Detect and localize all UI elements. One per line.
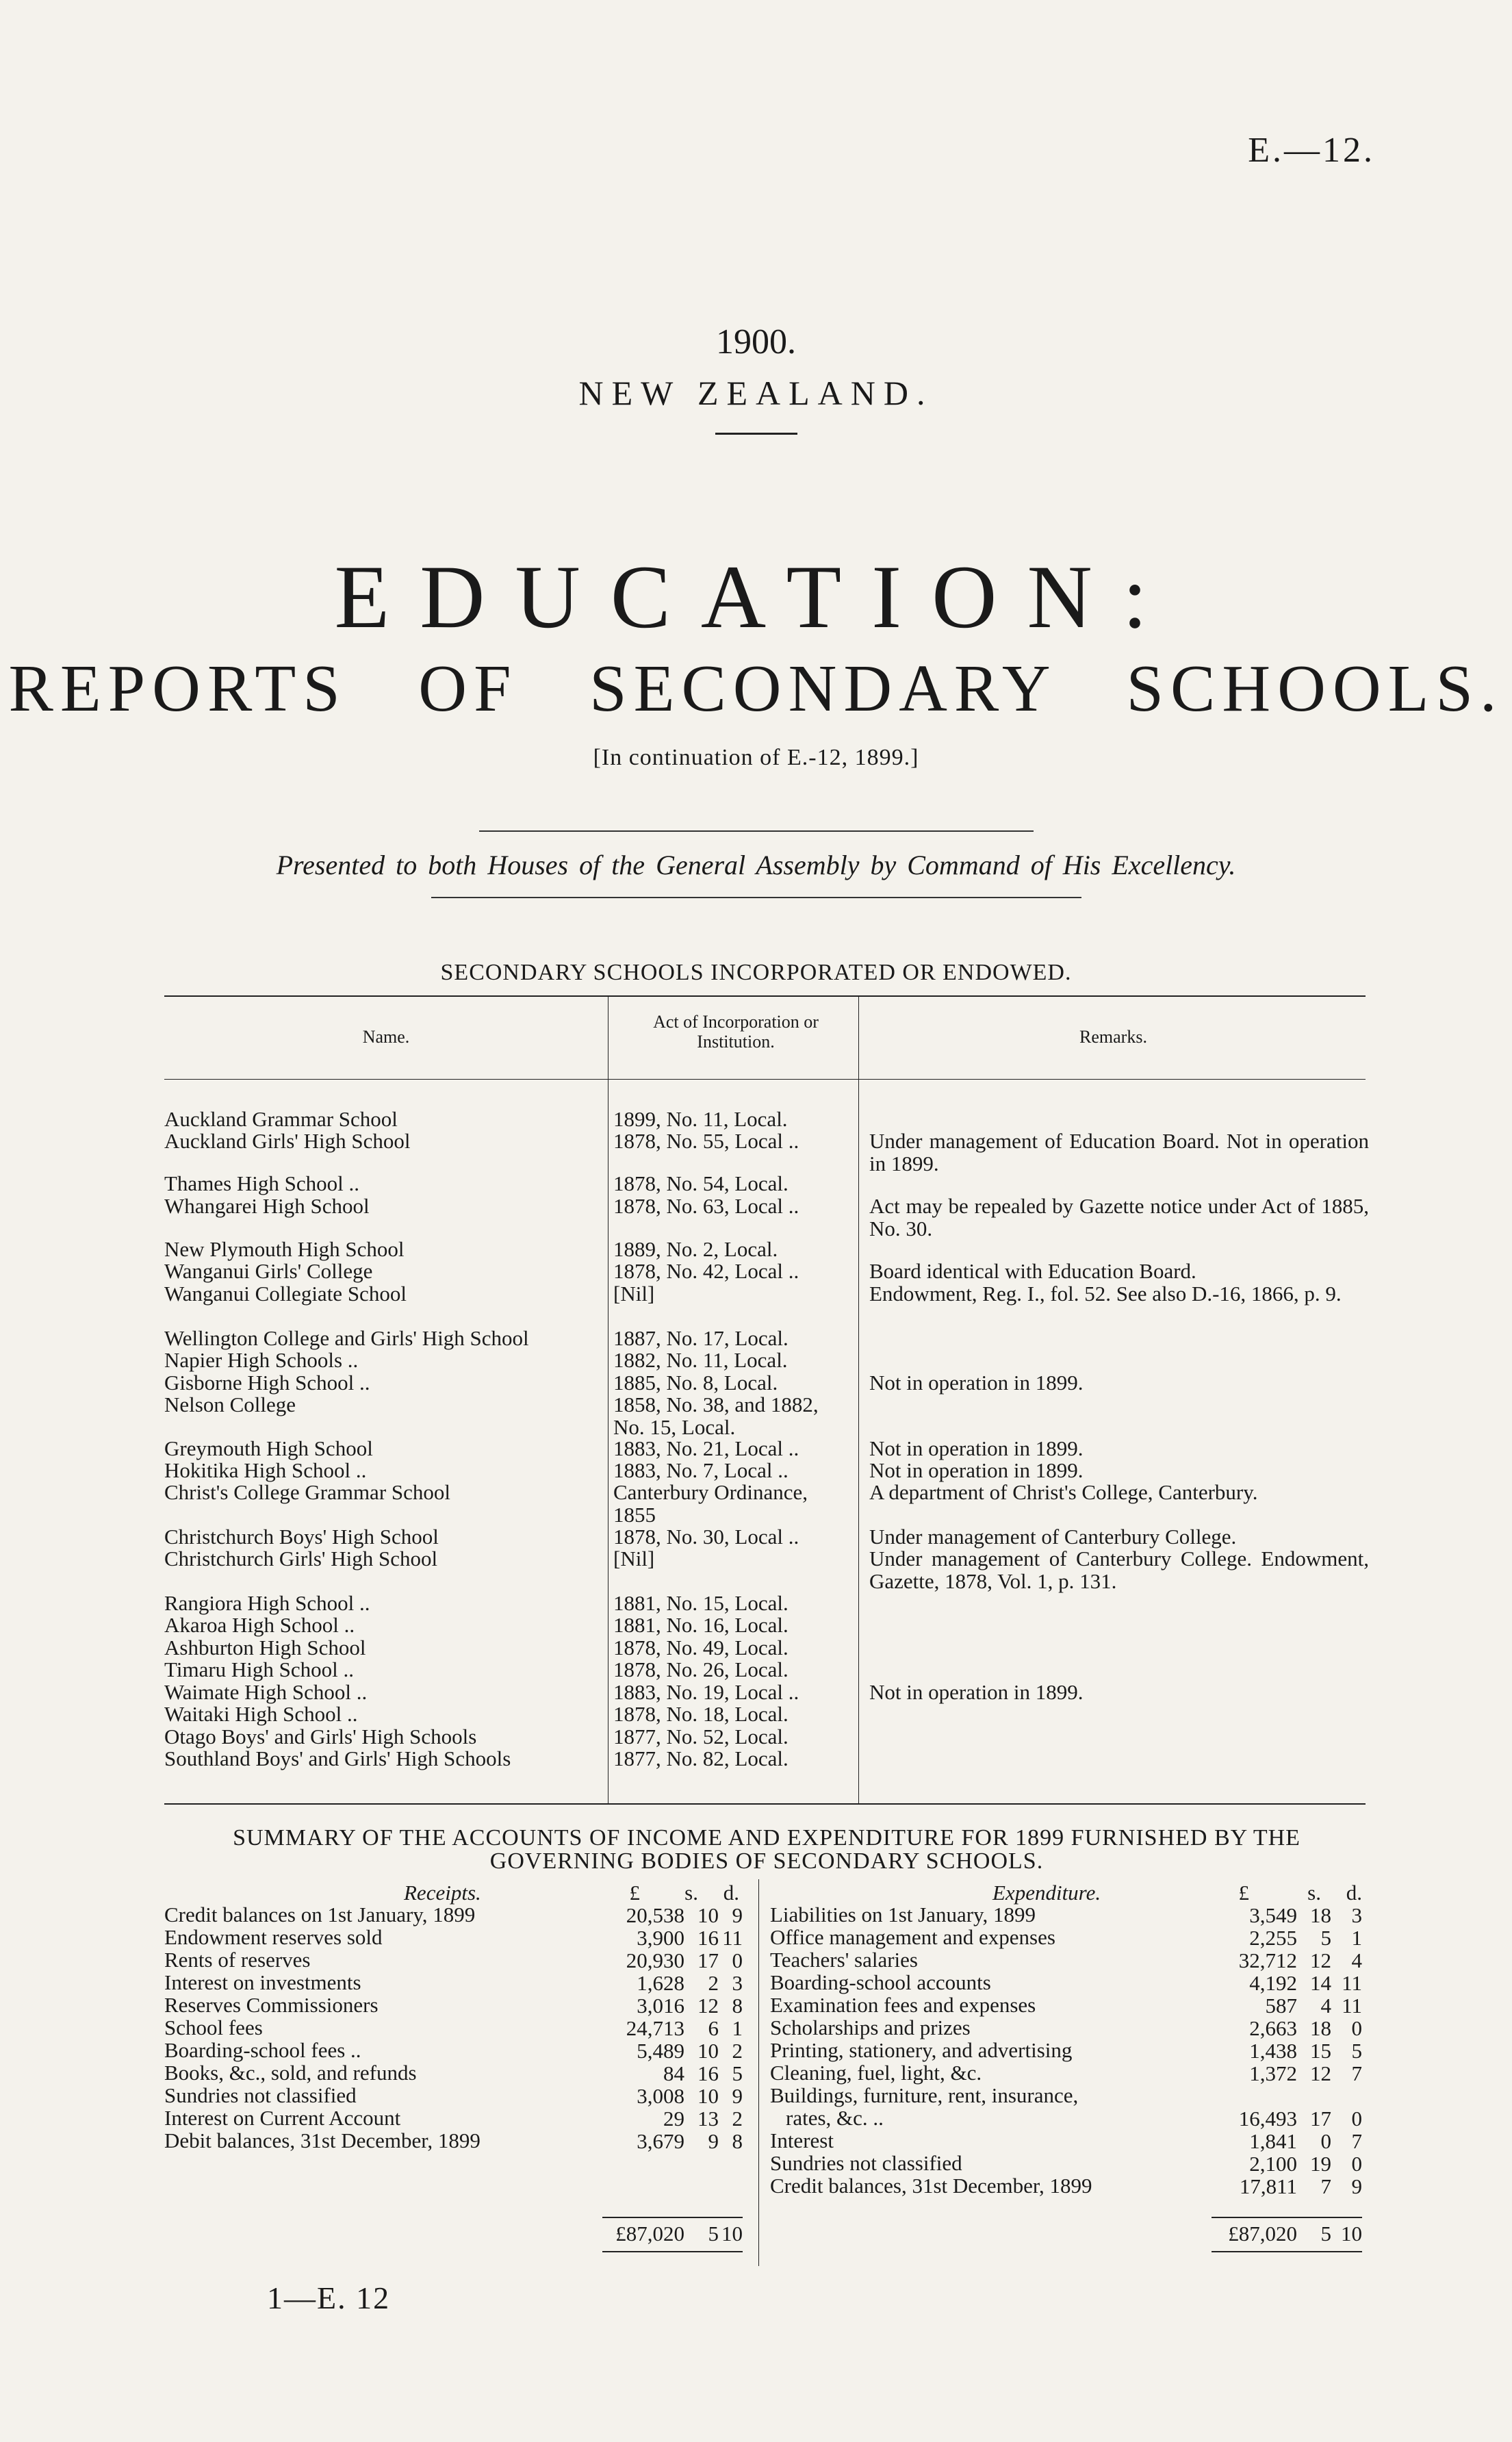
- receipt-d: 2: [732, 2107, 743, 2131]
- school-remarks: Under management of Canterbury College. Endowment, Gazette, 1878, Vol. 1, p. 131.: [869, 1547, 1369, 1593]
- pounds-header: £: [1238, 1881, 1249, 1905]
- expenditure-item: Buildings, furniture, rent, insurance,: [770, 2083, 1079, 2107]
- school-name: Auckland Grammar School: [164, 1107, 398, 1131]
- receipt-d: 9: [732, 1903, 743, 1927]
- school-name: Waitaki High School ..: [164, 1702, 358, 1726]
- school-name: Wanganui Collegiate School: [164, 1282, 407, 1306]
- page-subtitle: REPORTS OF SECONDARY SCHOOLS.: [8, 652, 1504, 726]
- expenditure-d: 1: [1351, 1926, 1362, 1950]
- receipt-s: 6: [708, 2016, 719, 2040]
- school-remarks: Not in operation in 1899.: [869, 1680, 1084, 1704]
- receipt-item: Rents of reserves: [164, 1948, 311, 1972]
- expenditure-l: 4,192: [1249, 1971, 1297, 1995]
- school-act: 1878, No. 26, Local.: [613, 1657, 789, 1681]
- expenditure-item: Office management and expenses: [770, 1925, 1055, 1949]
- expenditure-s: 0: [1320, 2129, 1331, 2153]
- expenditure-item: Teachers' salaries: [770, 1948, 918, 1972]
- school-act: 1883, No. 19, Local ..: [613, 1680, 799, 1704]
- school-name: Greymouth High School: [164, 1436, 373, 1460]
- receipt-item: Reserves Commissioners: [164, 1993, 379, 2017]
- school-act: 1877, No. 52, Local.: [613, 1725, 789, 1748]
- total-rule: [602, 2217, 743, 2218]
- school-act: 1882, No. 11, Local.: [613, 1348, 788, 1372]
- receipt-l: 3,679: [637, 2129, 684, 2153]
- receipt-item: Interest on Current Account: [164, 2106, 401, 2130]
- school-name: Christ's College Grammar School: [164, 1480, 451, 1504]
- footer-code: 1—E. 12: [267, 2280, 391, 2315]
- school-name: Napier High Schools ..: [164, 1348, 359, 1372]
- expenditure-l: 16,493: [1238, 2107, 1297, 2131]
- school-name: Christchurch Girls' High School: [164, 1547, 438, 1570]
- receipt-s: 16: [697, 1926, 719, 1950]
- expenditure-l: 1,372: [1249, 2061, 1297, 2085]
- expenditure-s: 4: [1320, 1994, 1331, 2018]
- receipt-s: 9: [708, 2129, 719, 2153]
- receipt-d: 2: [732, 2039, 743, 2063]
- receipt-l: 3,008: [637, 2084, 684, 2108]
- expenditure-d: 0: [1351, 2152, 1362, 2176]
- receipt-d: 1: [732, 2016, 743, 2040]
- column-divider: [858, 995, 859, 1803]
- school-act: 1877, No. 82, Local.: [613, 1746, 789, 1770]
- school-act: 1878, No. 30, Local ..: [613, 1525, 799, 1549]
- school-name: Southland Boys' and Girls' High Schools: [164, 1746, 511, 1770]
- expenditure-d: 9: [1351, 2174, 1362, 2198]
- expenditure-l: 3,549: [1249, 1903, 1297, 1927]
- receipts-total-pence: 10: [721, 2222, 743, 2246]
- receipt-s: 12: [697, 1994, 719, 2018]
- expenditure-l: 2,663: [1249, 2016, 1297, 2040]
- school-remarks: Under management of Canterbury College.: [869, 1525, 1237, 1549]
- country: NEW ZEALAND.: [578, 374, 934, 412]
- receipts-label: Receipts.: [404, 1881, 481, 1905]
- expenditure-item: rates, &c. ..: [786, 2106, 884, 2130]
- receipt-l: 24,713: [626, 2016, 684, 2040]
- receipt-d: 9: [732, 2084, 743, 2108]
- school-name: Akaroa High School ..: [164, 1613, 355, 1637]
- school-act: 1883, No. 21, Local ..: [613, 1436, 799, 1460]
- receipt-s: 10: [697, 2039, 719, 2063]
- receipt-item: Debit balances, 31st December, 1899: [164, 2128, 480, 2152]
- expenditure-total-shillings: 5: [1320, 2222, 1331, 2246]
- school-act: 1878, No. 42, Local ..: [613, 1259, 799, 1283]
- expenditure-d: 0: [1351, 2016, 1362, 2040]
- expenditure-item: Printing, stationery, and advertising: [770, 2038, 1073, 2062]
- receipt-s: 2: [708, 1971, 719, 1995]
- expenditure-item: Cleaning, fuel, light, &c.: [770, 2061, 982, 2085]
- receipt-d: 11: [722, 1926, 743, 1950]
- school-act: 1858, No. 38, and 1882, No. 15, Local.: [613, 1392, 819, 1439]
- page-code: E.—12.: [1248, 131, 1375, 170]
- col-header-name: Name.: [362, 1027, 410, 1047]
- receipt-s: 13: [697, 2107, 719, 2131]
- school-act: 1881, No. 16, Local.: [613, 1613, 789, 1637]
- expenditure-d: 0: [1351, 2107, 1362, 2131]
- expenditure-item: Scholarships and prizes: [770, 2015, 971, 2039]
- divider: [479, 830, 1034, 832]
- school-act: 1878, No. 18, Local.: [613, 1702, 789, 1726]
- school-act: 1878, No. 54, Local.: [613, 1171, 789, 1195]
- table-rule: [164, 1079, 1366, 1080]
- school-act: Canterbury Ordinance, 1855: [613, 1480, 808, 1527]
- receipt-item: Boarding-school fees ..: [164, 2038, 361, 2062]
- receipt-s: 10: [697, 1903, 719, 1927]
- school-remarks: Act may be repealed by Gazette notice under Act of 1885, No. 30.: [869, 1194, 1369, 1241]
- receipts-total-pounds: £87,020: [615, 2222, 684, 2246]
- expenditure-d: 4: [1351, 1948, 1362, 1972]
- school-name: Ashburton High School: [164, 1636, 366, 1659]
- school-name: Wellington College and Girls' High School: [164, 1326, 529, 1350]
- school-remarks: Board identical with Education Board.: [869, 1259, 1196, 1283]
- receipt-item: Interest on investments: [164, 1970, 361, 1994]
- year: 1900.: [716, 322, 796, 361]
- expenditure-d: 3: [1351, 1903, 1362, 1927]
- column-divider: [758, 1879, 759, 2266]
- school-act: 1883, No. 7, Local ..: [613, 1458, 789, 1482]
- pounds-header: £: [629, 1881, 640, 1905]
- expenditure-d: 5: [1351, 2039, 1362, 2063]
- school-name: Timaru High School ..: [164, 1657, 355, 1681]
- total-rule: [602, 2251, 743, 2252]
- school-remarks: Not in operation in 1899.: [869, 1371, 1084, 1395]
- expenditure-item: Boarding-school accounts: [770, 1970, 991, 1994]
- summary-heading: SUMMARY OF THE ACCOUNTS OF INCOME AND EXPENDITURE FOR 1899 FURNISHED BY THE GOVERNING BODIES OF SECONDARY SCHOOLS.: [233, 1825, 1300, 1874]
- school-name: Wanganui Girls' College: [164, 1259, 373, 1283]
- school-act: 1878, No. 55, Local ..: [613, 1129, 799, 1153]
- school-act: 1878, No. 49, Local.: [613, 1636, 789, 1659]
- receipt-d: 8: [732, 2129, 743, 2153]
- receipt-d: 5: [732, 2061, 743, 2085]
- presented-line: Presented to both Houses of the General Assembly by Command of His Excellency.: [276, 850, 1236, 880]
- receipt-item: Credit balances on 1st January, 1899: [164, 1903, 476, 1926]
- expenditure-total-pence: 10: [1341, 2222, 1362, 2246]
- receipt-s: 17: [697, 1948, 719, 1972]
- total-rule: [1212, 2217, 1362, 2218]
- expenditure-label: Expenditure.: [992, 1881, 1101, 1905]
- expenditure-s: 12: [1310, 2061, 1331, 2085]
- school-name: Hokitika High School ..: [164, 1458, 367, 1482]
- receipt-l: 1,628: [637, 1971, 684, 1995]
- pence-header: d.: [723, 1881, 739, 1905]
- school-act: [Nil]: [613, 1282, 655, 1306]
- school-name: Gisborne High School ..: [164, 1371, 370, 1395]
- receipts-total-shillings: 5: [708, 2222, 719, 2246]
- school-act: 1878, No. 63, Local ..: [613, 1194, 799, 1218]
- divider: [715, 433, 797, 435]
- receipt-l: 20,930: [626, 1948, 684, 1972]
- school-name: Christchurch Boys' High School: [164, 1525, 439, 1549]
- receipt-item: Endowment reserves sold: [164, 1925, 383, 1949]
- expenditure-d: 7: [1351, 2129, 1362, 2153]
- expenditure-s: 18: [1310, 1903, 1331, 1927]
- receipt-item: Books, &c., sold, and refunds: [164, 2061, 417, 2085]
- expenditure-l: 587: [1265, 1994, 1297, 2018]
- expenditure-s: 12: [1310, 1948, 1331, 1972]
- receipt-l: 3,900: [637, 1926, 684, 1950]
- school-name: Otago Boys' and Girls' High Schools: [164, 1725, 477, 1748]
- school-name: Waimate High School ..: [164, 1680, 368, 1704]
- school-name: New Plymouth High School: [164, 1237, 405, 1261]
- school-act: 1887, No. 17, Local.: [613, 1326, 789, 1350]
- school-name: Whangarei High School: [164, 1194, 370, 1218]
- school-act: [Nil]: [613, 1547, 655, 1570]
- expenditure-d: 11: [1342, 1971, 1362, 1995]
- receipt-l: 20,538: [626, 1903, 684, 1927]
- school-remarks: A department of Christ's College, Canterbury.: [869, 1480, 1258, 1504]
- expenditure-item: Sundries not classified: [770, 2151, 962, 2175]
- expenditure-s: 5: [1320, 1926, 1331, 1950]
- expenditure-l: 32,712: [1238, 1948, 1297, 1972]
- school-remarks: Not in operation in 1899.: [869, 1436, 1084, 1460]
- expenditure-item: Interest: [770, 2128, 834, 2152]
- school-remarks: Under management of Education Board. Not in operation in 1899.: [869, 1129, 1369, 1175]
- pence-header: d.: [1346, 1881, 1362, 1905]
- expenditure-s: 14: [1310, 1971, 1331, 1995]
- receipt-l: 3,016: [637, 1994, 684, 2018]
- receipt-d: 8: [732, 1994, 743, 2018]
- school-remarks: Endowment, Reg. I., fol. 52. See also D.-16, 1866, p. 9.: [869, 1282, 1342, 1306]
- shillings-header: s.: [684, 1881, 698, 1905]
- shillings-header: s.: [1307, 1881, 1321, 1905]
- expenditure-item: Credit balances, 31st December, 1899: [770, 2174, 1092, 2198]
- receipt-item: Sundries not classified: [164, 2083, 357, 2107]
- school-remarks: Not in operation in 1899.: [869, 1458, 1084, 1482]
- schools-heading: SECONDARY SCHOOLS INCORPORATED OR ENDOWED.: [440, 960, 1072, 985]
- school-act: 1881, No. 15, Local.: [613, 1591, 789, 1615]
- continuation-note: [In continuation of E.-12, 1899.]: [593, 745, 919, 770]
- expenditure-l: 2,255: [1249, 1926, 1297, 1950]
- col-header-act: Act of Incorporation or Institution.: [653, 1012, 819, 1052]
- col-header-remarks: Remarks.: [1079, 1027, 1147, 1047]
- expenditure-s: 17: [1310, 2107, 1331, 2131]
- expenditure-l: 17,811: [1239, 2174, 1297, 2198]
- receipt-d: 3: [732, 1971, 743, 1995]
- receipt-l: 5,489: [637, 2039, 684, 2063]
- expenditure-item: Examination fees and expenses: [770, 1993, 1036, 2017]
- page-title: EDUCATION:: [334, 546, 1178, 647]
- receipt-l: 29: [663, 2107, 684, 2131]
- receipt-d: 0: [732, 1948, 743, 1972]
- expenditure-d: 7: [1351, 2061, 1362, 2085]
- expenditure-s: 18: [1310, 2016, 1331, 2040]
- receipt-item: School fees: [164, 2015, 263, 2039]
- school-name: Rangiora High School ..: [164, 1591, 370, 1615]
- school-name: Nelson College: [164, 1392, 296, 1416]
- expenditure-s: 7: [1320, 2174, 1331, 2198]
- school-name: Thames High School ..: [164, 1171, 359, 1195]
- receipt-s: 16: [697, 2061, 719, 2085]
- expenditure-l: 2,100: [1249, 2152, 1297, 2176]
- expenditure-l: 1,841: [1249, 2129, 1297, 2153]
- expenditure-d: 11: [1342, 1994, 1362, 2018]
- expenditure-s: 19: [1310, 2152, 1331, 2176]
- receipt-l: 84: [663, 2061, 684, 2085]
- school-act: 1899, No. 11, Local.: [613, 1107, 788, 1131]
- expenditure-l: 1,438: [1249, 2039, 1297, 2063]
- school-act: 1885, No. 8, Local.: [613, 1371, 778, 1395]
- table-rule: [164, 995, 1366, 997]
- total-rule: [1212, 2251, 1362, 2252]
- divider: [431, 897, 1081, 898]
- expenditure-s: 15: [1310, 2039, 1331, 2063]
- school-act: 1889, No. 2, Local.: [613, 1237, 778, 1261]
- expenditure-total-pounds: £87,020: [1228, 2222, 1297, 2246]
- receipt-s: 10: [697, 2084, 719, 2108]
- school-name: Auckland Girls' High School: [164, 1129, 411, 1153]
- table-rule: [164, 1803, 1366, 1805]
- expenditure-item: Liabilities on 1st January, 1899: [770, 1903, 1036, 1926]
